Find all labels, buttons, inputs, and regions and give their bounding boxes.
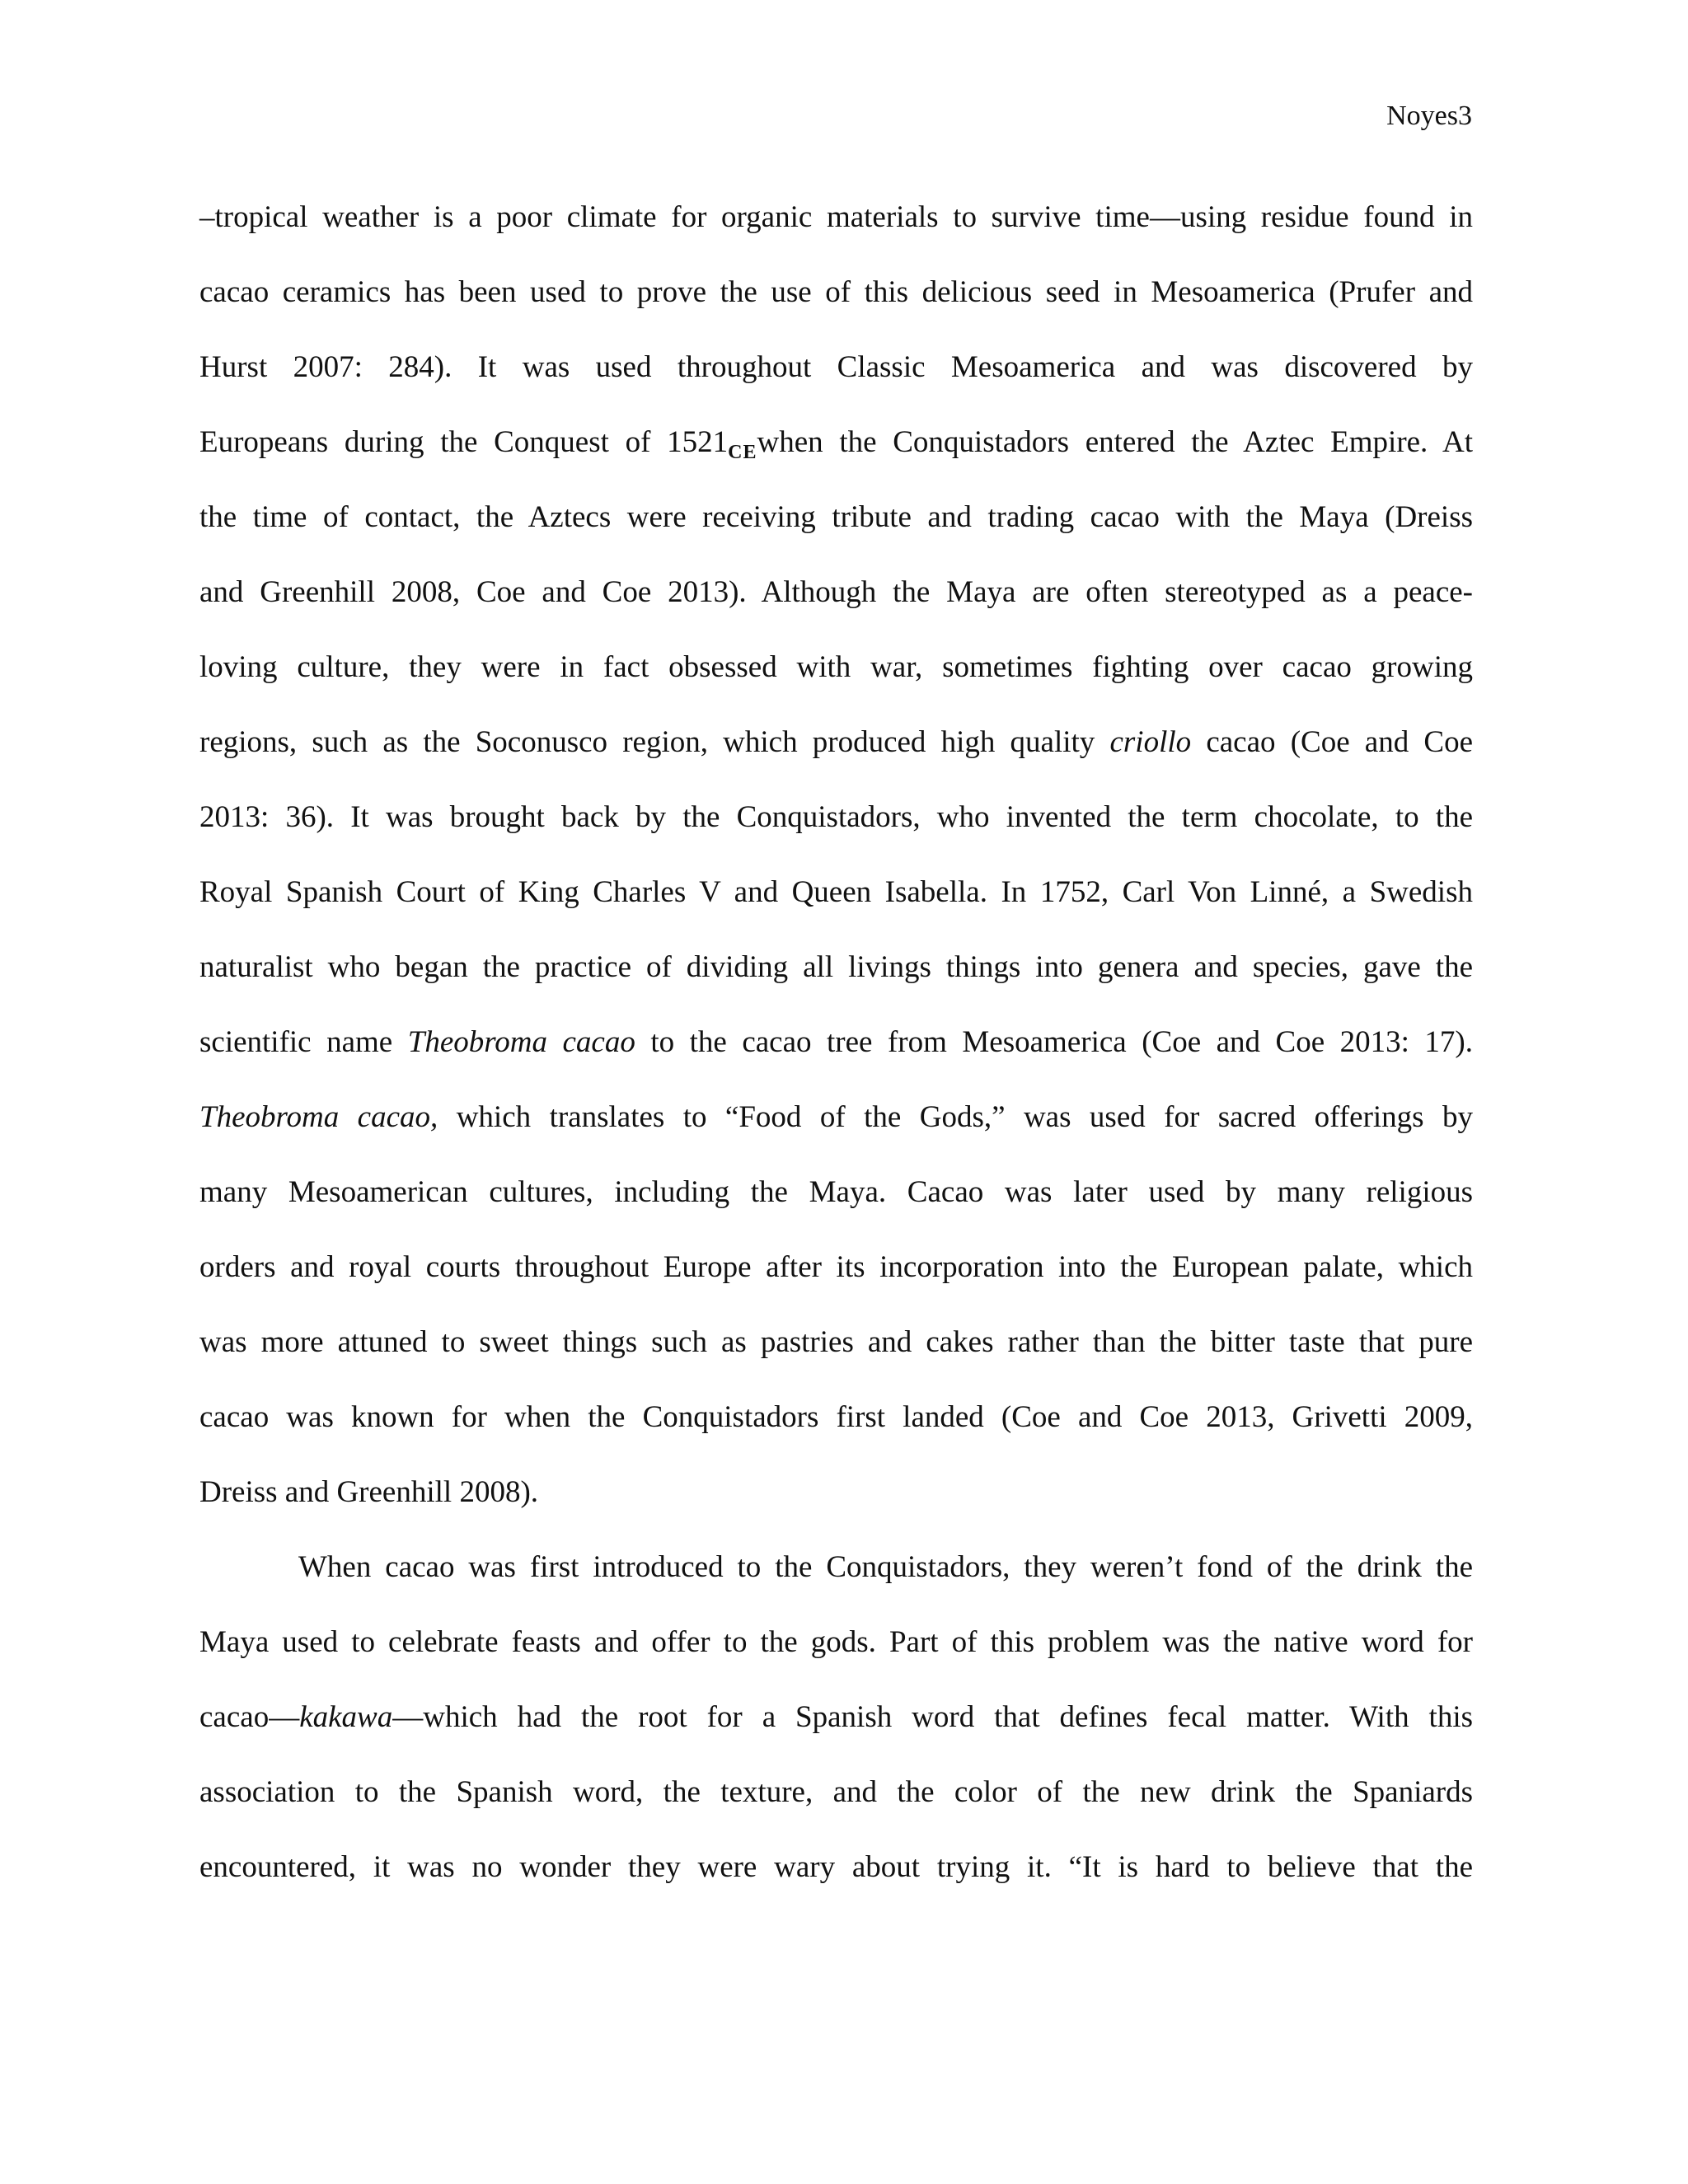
text-line: naturalist who began the practice of dividing all livings things into genera and species, gave the <box>199 950 1473 984</box>
text-line: was more attuned to sweet things such as pastries and cakes rather than the bitter taste that pure <box>199 1325 1473 1359</box>
text-line: the time of contact, the Aztecs were receiving tribute and trading cacao with the Maya (Dreiss <box>199 500 1473 534</box>
text-line: encountered, it was no wonder they were wary about trying it. “It is hard to believe that the <box>199 1850 1473 1884</box>
text-line: Dreiss and Greenhill 2008). <box>199 1475 539 1509</box>
text-line: loving culture, they were in fact obsessed with war, sometimes fighting over cacao growing <box>199 650 1473 684</box>
text-line: Maya used to celebrate feasts and offer to the gods. Part of this problem was the native word for <box>199 1625 1473 1659</box>
text-line: scientific name Theobroma cacao to the cacao tree from Mesoamerica (Coe and Coe 2013: 17). <box>199 1025 1473 1059</box>
italic-term: Theobroma cacao <box>407 1025 635 1059</box>
text-line: many Mesoamerican cultures, including the Maya. Cacao was later used by many religious <box>199 1175 1473 1209</box>
page-header: Noyes3 <box>1386 101 1472 131</box>
text-line: regions, such as the Soconusco region, which produced high quality criollo cacao (Coe and Coe <box>199 725 1473 759</box>
text-line: association to the Spanish word, the texture, and the color of the new drink the Spaniards <box>199 1775 1473 1809</box>
text-line: When cacao was first introduced to the Conquistadors, they weren’t fond of the drink the <box>298 1550 1473 1584</box>
text-line: orders and royal courts throughout Europe after its incorporation into the European palate, which <box>199 1250 1473 1284</box>
text-line: and Greenhill 2008, Coe and Coe 2013). Although the Maya are often stereotyped as a peace- <box>199 575 1473 609</box>
text-line: Europeans during the Conquest of $1521_{CE}when$ the Conquistadors entered the Aztec Empire. At <box>199 425 1473 463</box>
text-line: Hurst 2007: 284). It was used throughout Classic Mesoamerica and was discovered by <box>199 350 1473 384</box>
text-line: cacao was known for when the Conquistadors first landed (Coe and Coe 2013, Grivetti 2009, <box>199 1400 1473 1434</box>
text-line: Royal Spanish Court of King Charles V and Queen Isabella. In 1752, Carl Von Linné, a Swedish <box>199 875 1473 909</box>
text-line: –tropical weather is a poor climate for organic materials to survive time—using residue found in <box>199 200 1473 234</box>
text-line: Theobroma cacao, which translates to “Food of the Gods,” was used for sacred offerings by <box>199 1100 1473 1134</box>
era-subscript: CE <box>728 442 757 463</box>
text-line: 2013: 36). It was brought back by the Conquistadors, who invented the term chocolate, to the <box>199 800 1473 834</box>
text-line: cacao—kakawa—which had the root for a Spanish word that defines fecal matter. With this <box>199 1700 1473 1734</box>
italic-term: criollo <box>1109 725 1192 759</box>
text-line: cacao ceramics has been used to prove the use of this delicious seed in Mesoamerica (Prufer and <box>199 275 1473 309</box>
italic-term: Theobroma cacao, <box>199 1100 438 1134</box>
italic-term: kakawa <box>299 1700 393 1734</box>
